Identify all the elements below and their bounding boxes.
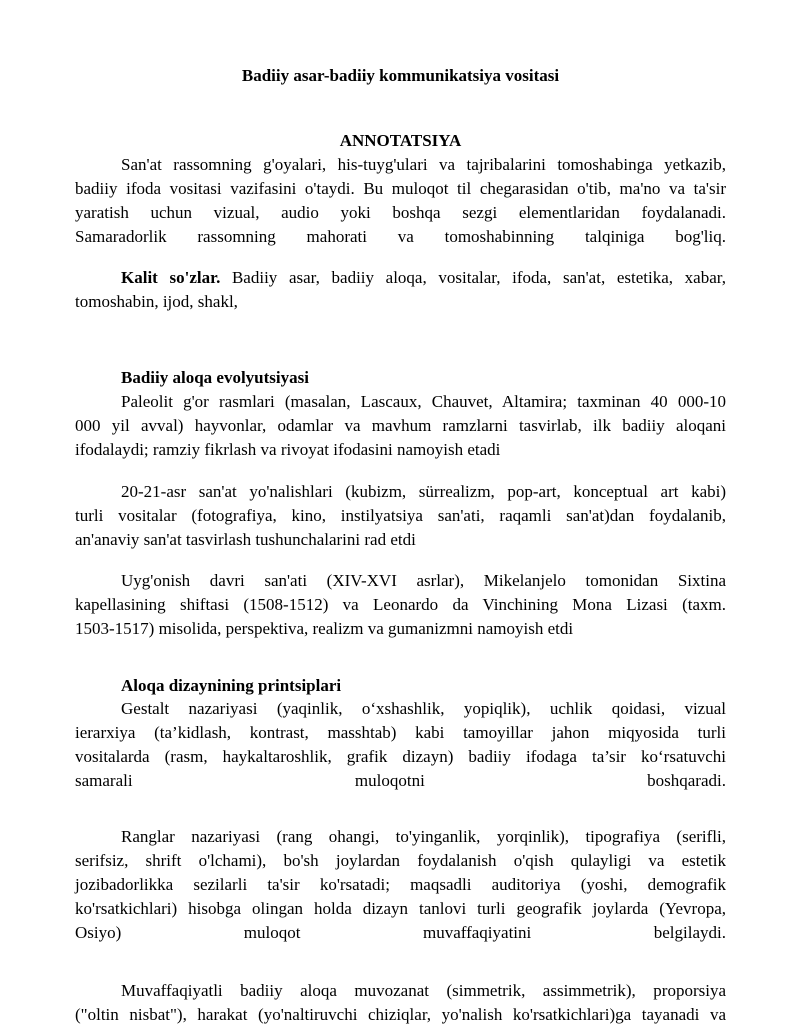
- paragraph-line: kapellasining shiftasi (1508-1512) va Leonardo da Vinchining Mona Lizasi (taxm.: [75, 595, 726, 614]
- evolution-paragraph-2: [75, 480, 726, 552]
- paragraph-line: Ranglar nazariyasi (rang ohangi, to'yinganlik, yorqinlik), tipografiya (serifli,: [121, 827, 726, 846]
- paragraph-line: ko'rsatkichlari) hisobga olingan holda dizayn tanlovi turli geografik joylarda (Yevropa,: [75, 899, 726, 918]
- paragraph-line: Muvaffaqiyatli badiiy aloqa muvozanat (simmetrik, assimmetrik), proporsiya: [121, 981, 726, 1000]
- keywords-line: tomoshabin, ijod, shakl,: [75, 292, 238, 311]
- design-paragraph-3: [75, 979, 726, 1027]
- paragraph-line: ierarxiya (ta’kidlash, kontrast, masshtab) kabi tamoyillar jahon miqyosida turli: [75, 723, 726, 742]
- paragraph-line: ifodalaydi; ramziy fikrlash va rivoyat ifodasini namoyish etadi: [75, 440, 501, 459]
- paragraph-line: turli vositalar (fotografiya, kino, instilyatsiya san'ati, raqamli san'at)dan foydalanib,: [75, 506, 726, 525]
- paragraph-line: 000 yil avval) hayvonlar, odamlar va mavhum ramzlarni tasvirlab, ilk badiiy aloqani: [75, 416, 726, 435]
- paragraph-line: 20-21-asr san'at yo'nalishlari (kubizm, sürrealizm, pop-art, konceptual art kabi): [121, 482, 726, 501]
- annotation-line: Samaradorlik rassomning mahorati va tomoshabinning talqiniga bog'liq.: [75, 227, 726, 246]
- paragraph-line: Uyg'onish davri san'ati (XIV-XVI asrlar), Mikelanjelo tomonidan Sixtina: [121, 571, 726, 590]
- paragraph-line: samarali muloqotni boshqaradi.: [75, 771, 726, 790]
- paragraph-line: jozibadorlikka sezilarli ta'sir ko'rsatadi; maqsadli auditoriya (yoshi, demografik: [75, 875, 726, 894]
- design-paragraph-1: [75, 697, 726, 793]
- annotation-paragraph: [75, 153, 726, 249]
- paragraph-line: an'anaviy san'at tasvirlash tushunchalarini rad etdi: [75, 530, 416, 549]
- paragraph-line: ("oltin nisbat"), harakat (yo'naltiruvchi chiziqlar, yo'nalish ko'rsatkichlari)ga tayanadi va: [75, 1005, 726, 1024]
- document-title: Badiiy asar-badiiy kommunikatsiya vositasi: [241, 66, 560, 85]
- annotation-line: yaratish uchun vizual, audio yoki boshqa sezgi elementlaridan foydalanadi.: [75, 203, 726, 222]
- annotation-line: badiiy ifoda vositasi vazifasini o'taydi. Bu muloqot til chegarasidan o'tib, ma'no va ta'sir: [75, 179, 726, 198]
- paragraph-line: Osiyo) muloqot muvaffaqiyatini belgilaydi.: [75, 923, 726, 942]
- keywords-label: Kalit so'zlar.: [121, 268, 221, 287]
- section-heading-evolution: Badiiy aloqa evolyutsiyasi: [121, 368, 309, 387]
- annotation-line: San'at rassomning g'oyalari, his-tuyg'ulari va tajribalarini tomoshabinga yetkazib,: [121, 155, 726, 174]
- paragraph-line: serifsiz, shrift o'lchami), bo'sh joylardan foydalanish o'qish qulayligi va estetik: [75, 851, 726, 870]
- paragraph-line: vositalarda (rasm, haykaltaroshlik, grafik dizayn) badiiy ifodaga ta’sir ko‘rsatuvchi: [75, 747, 726, 766]
- evolution-paragraph-1: [75, 390, 726, 462]
- keywords-text: Badiiy asar, badiiy aloqa, vositalar, ifoda, san'at, estetika, xabar,: [220, 268, 726, 287]
- section-heading-design-principles: Aloqa dizaynining printsiplari: [121, 676, 342, 695]
- design-paragraph-2: [75, 825, 726, 945]
- keywords-paragraph: [75, 266, 726, 314]
- paragraph-line: Gestalt nazariyasi (yaqinlik, o‘xshashlik, yopiqlik), uchlik qoidasi, vizual: [121, 699, 726, 718]
- paragraph-line: 1503-1517) misolida, perspektiva, realizm va gumanizmni namoyish etdi: [75, 619, 574, 638]
- paragraph-line: Paleolit g'or rasmlari (masalan, Lascaux, Chauvet, Altamira; taxminan 40 000-10: [121, 392, 726, 411]
- keywords-line: [75, 266, 726, 290]
- annotation-heading: ANNOTATSIYA: [339, 131, 462, 150]
- evolution-paragraph-3: [75, 569, 726, 641]
